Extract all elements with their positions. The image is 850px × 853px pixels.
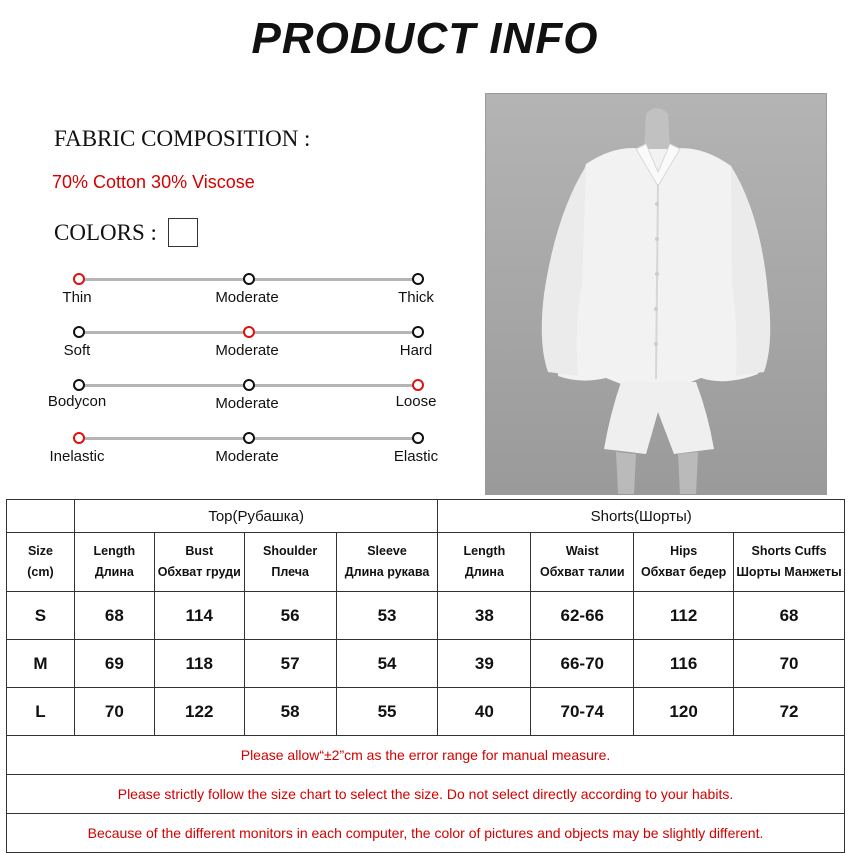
column-header [734,533,845,592]
size-cell: M [7,640,75,688]
column-header-ru: Обхват талии [539,565,625,579]
measurement-cell: 66-70 [531,640,634,688]
scale-dot-right [412,273,424,285]
column-header-ru: (cm) [27,565,54,579]
note-row [7,736,845,775]
scale-dot-middle [243,326,255,338]
column-header-en: Sleeve [367,544,407,558]
size-note: Please strictly follow the size chart to select the size. Do not select directly according to your habits. [7,775,845,814]
column-header-ru: Обхват груди [157,565,241,579]
size-note: Please allow“±2”cm as the error range for manual measure. [7,736,845,775]
scale-label-right: Thick [398,289,434,306]
measurement-cell: 69 [74,640,154,688]
scale-dot-left [73,379,85,391]
column-header-en: Shorts Cuffs [751,544,827,558]
measurement-cell: 112 [634,592,734,640]
table-column-header-row [7,533,845,592]
softness-scale [40,326,460,376]
scale-dot-right [412,432,424,444]
scale-label-middle: Moderate [215,342,279,359]
measurement-cell: 114 [154,592,244,640]
scale-dot-left [73,432,85,444]
scale-label-left: Inelastic [49,448,105,465]
measurement-cell: 58 [244,688,336,736]
scale-label-left: Thin [62,289,92,306]
size-chart-table [6,499,845,853]
scale-label-right: Hard [399,342,433,359]
measurement-cell: 57 [244,640,336,688]
measurement-cell: 70-74 [531,688,634,736]
column-header [438,533,531,592]
table-row [7,592,845,640]
scale-dot-left [73,273,85,285]
measurement-cell: 68 [74,592,154,640]
column-header [336,533,438,592]
fit-scale [40,379,460,429]
table-group-header-row [7,500,845,533]
elasticity-scale [40,432,460,482]
measurement-cell: 54 [336,640,438,688]
column-header-ru: Длина рукава [344,565,430,579]
product-photo [485,93,827,495]
scale-dot-left [73,326,85,338]
measurement-cell: 120 [634,688,734,736]
shorts-group-header: Shorts(Шорты) [438,500,845,533]
measurement-cell: 39 [438,640,531,688]
measurement-cell: 56 [244,592,336,640]
measurement-cell: 70 [734,640,845,688]
scale-dot-middle [243,432,255,444]
measurement-cell: 118 [154,640,244,688]
color-swatch-white[interactable] [168,218,198,247]
column-header [634,533,734,592]
column-header-en: Hips [670,544,698,558]
table-row [7,688,845,736]
column-header-ru: Обхват бедер [640,565,727,579]
note-row [7,775,845,814]
measurement-cell: 122 [154,688,244,736]
scale-label-left: Bodycon [47,393,107,410]
colors-label: COLORS : [54,220,157,245]
column-header-en: Length [463,544,506,558]
column-header [154,533,244,592]
measurement-cell: 72 [734,688,845,736]
page-title: PRODUCT INFO [251,14,599,63]
top-group-header: Top(Рубашка) [74,500,438,533]
thickness-scale [40,273,460,323]
column-header [531,533,634,592]
scale-label-right: Loose [395,393,437,410]
column-header-en: Length [93,544,136,558]
scale-label-middle: Moderate [215,395,279,412]
measurement-cell: 40 [438,688,531,736]
fabric-composition-value: 70% Cotton 30% Viscose [52,172,255,192]
mannequin-outfit-image [486,94,826,494]
column-header-en: Shoulder [263,544,318,558]
table-corner-cell [7,500,75,533]
measurement-cell: 53 [336,592,438,640]
scale-label-middle: Moderate [215,448,279,465]
fabric-composition-label: FABRIC COMPOSITION : [54,126,311,151]
scale-label-left: Soft [63,342,91,359]
note-row [7,814,845,853]
scale-dot-right [412,379,424,391]
scale-dot-middle [243,379,255,391]
scale-dot-right [412,326,424,338]
column-header-ru: Длина [464,565,504,579]
measurement-cell: 38 [438,592,531,640]
measurement-cell: 62-66 [531,592,634,640]
measurement-cell: 116 [634,640,734,688]
column-header-ru: Шорты Манжеты [736,565,842,579]
column-header-en: Bust [185,544,214,558]
size-cell: S [7,592,75,640]
size-cell: L [7,688,75,736]
measurement-cell: 68 [734,592,845,640]
measurement-cell: 70 [74,688,154,736]
column-header-ru: Плеча [271,565,309,579]
column-header-en: Size [27,544,53,558]
column-header-ru: Длина [94,565,134,579]
scale-dot-middle [243,273,255,285]
size-note: Because of the different monitors in each computer, the color of pictures and objects may be slightly different. [7,814,845,853]
scale-label-right: Elastic [393,448,439,465]
column-header [74,533,154,592]
column-header [244,533,336,592]
measurement-cell: 55 [336,688,438,736]
column-header-en: Waist [565,544,599,558]
column-header [7,533,75,592]
table-row [7,640,845,688]
scale-label-middle: Moderate [215,289,279,306]
